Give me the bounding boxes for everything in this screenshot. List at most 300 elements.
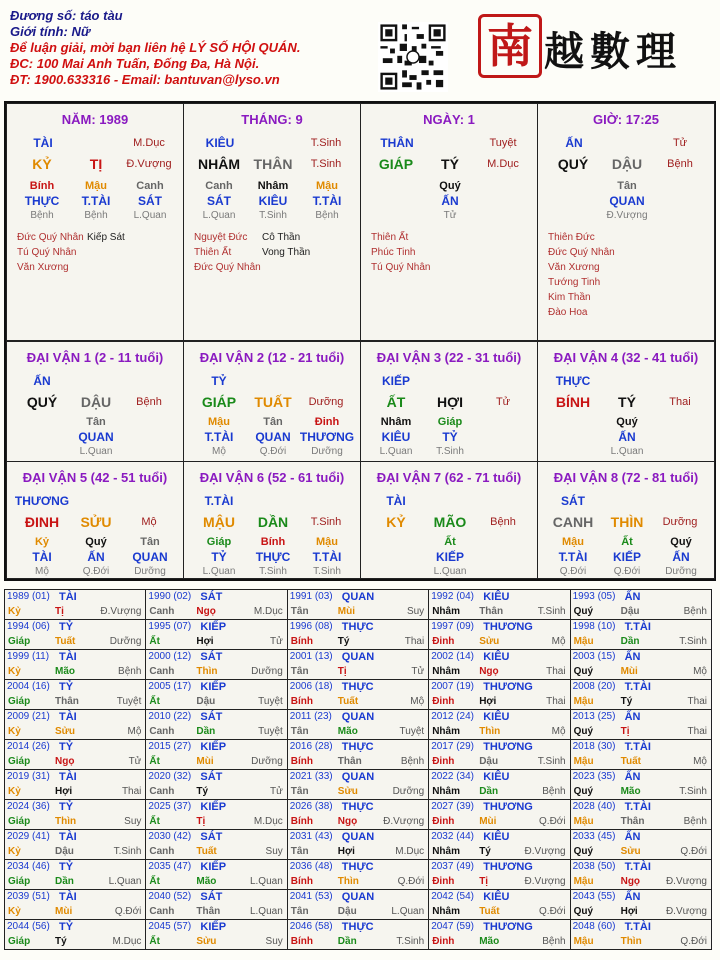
dai-van-title: ĐẠI VẬN 2 (12 - 21 tuổi) [199,350,345,365]
year-branch: Thân [620,816,645,827]
year-state: Suy [265,846,283,857]
year-god: TÀI [59,891,77,903]
year-branch: Mão [196,876,217,887]
year-god: ẤN [624,711,641,723]
year-label: 1998 (10) [572,621,616,632]
hidden-stem: Tân [617,180,637,192]
year-branch: Tý [479,846,491,857]
shen-sha-star: Đào Hoa [548,307,588,318]
year-state: Thai [546,666,566,677]
dai-van-can: KỶ [386,514,406,530]
year-label: 2027 (39) [431,801,474,812]
year-label: 2026 (38) [289,801,333,812]
year-god: KIẾP [200,801,227,813]
hidden-state: Q.Đới [82,566,110,577]
year-label: 2005 (17) [148,681,192,692]
dai-van-cell [183,341,361,462]
year-label: 2011 (23) [289,711,332,722]
hidden-stem: Đinh [314,416,340,428]
dai-van-chi: TUẤT [254,394,292,410]
year-cell [287,709,429,740]
year-state: T.Sinh [679,636,707,647]
year-cell [570,889,712,920]
year-stem: Đinh [432,876,455,887]
year-state: M.Dục [112,936,142,947]
year-god: KIÊU [483,891,510,903]
hidden-stem: Tân [86,416,106,428]
year-branch: Tý [620,696,633,707]
year-god: THỰC [341,801,374,813]
year-label: 2030 (42) [148,831,192,842]
year-branch: Mùi [620,666,638,677]
year-state: T.Sinh [113,846,142,857]
hidden-god: KIẾP [435,550,464,564]
year-god: THƯƠNG [483,681,533,693]
year-branch: Dần [620,636,640,647]
year-stem: Nhâm [432,666,460,677]
year-state: Thai [404,636,425,647]
year-state: Thai [687,726,707,737]
year-stem: Bính [290,756,314,767]
dai-van-god: TÀI [386,494,406,508]
hidden-god: SÁT [207,194,231,208]
year-state: Đ.Vượng [383,816,425,827]
year-label: 2018 (30) [572,741,616,752]
year-state: Q.Đới [680,936,707,947]
hidden-stem: Quý [85,536,107,548]
hidden-god: THỰC [255,550,291,564]
year-label: 2019 (31) [7,771,50,782]
year-stem: Kỷ [8,606,21,617]
year-state: Q.Đới [680,846,707,857]
year-god: KIẾP [200,861,227,873]
year-state: T.Sinh [537,606,566,617]
year-branch: Thân [196,906,221,917]
year-branch: Sửu [337,786,358,797]
year-branch: Mão [620,786,641,797]
year-stem: Ất [149,636,160,647]
pillar-god-state: M.Dục [133,137,165,149]
year-cell [570,649,712,680]
year-branch: Tuất [55,636,76,647]
year-state: Suy [124,816,142,827]
year-stem: Nhâm [432,606,460,617]
hidden-state: T.Sinh [436,446,464,457]
year-label: 2042 (54) [431,891,474,902]
year-state: T.Sinh [679,786,707,797]
pillars-panel [4,101,716,581]
year-state: Mộ [410,696,425,707]
pillar-title: THÁNG: 9 [241,112,303,127]
year-label: 2037 (49) [431,861,474,872]
year-stem: Mậu [573,696,594,707]
year-god: SÁT [200,891,223,903]
year-god: KIẾP [200,741,227,753]
year-branch: Thìn [479,726,501,737]
year-label: 2033 (45) [572,831,616,842]
year-label: 1991 (03) [289,591,333,602]
year-god: T.TÀI [624,681,651,693]
hidden-god: KIÊU [381,430,411,444]
year-branch: Tuất [620,756,641,767]
dai-van-god: SÁT [561,494,585,508]
hidden-state: L.Quan [79,446,113,457]
hidden-god: THƯƠNG [299,430,355,444]
year-label: 2032 (44) [431,831,474,842]
dai-van-god: ẤN [33,374,51,388]
hidden-state: Mộ [212,446,226,457]
year-label: 1994 (06) [7,621,50,632]
duong-so: Đương số: táo tàu [10,8,123,23]
year-label: 1992 (04) [431,591,474,602]
year-state: Thai [687,696,707,707]
year-state: Thai [546,696,566,707]
year-cell [428,859,570,890]
dai-van-can: ẤT [386,394,406,410]
year-stem: Giáp [8,696,31,707]
year-state: Mộ [693,666,707,677]
logo [478,10,714,80]
dai-van-cell [360,461,538,579]
hidden-state: Dưỡng [311,446,343,457]
hidden-state: L.Quan [133,210,167,221]
year-god: TÀI [59,651,77,663]
dai-van-cell [537,341,715,462]
logo-seal: 南 [478,14,542,78]
year-god: TÀI [59,831,77,843]
year-cell [287,889,429,920]
year-god: KIÊU [483,711,510,723]
hidden-god: THỰC [24,194,60,208]
year-god: SÁT [200,771,223,783]
year-god: THỰC [341,621,374,633]
year-label: 2047 (59) [431,921,474,932]
year-state: Q.Đới [114,906,142,917]
year-stem: Tân [290,606,309,617]
year-branch: Mão [55,666,75,677]
year-label: 2003 (15) [572,651,616,662]
pillar-chi-state: M.Dục [487,158,519,170]
year-state: Q.Đới [539,816,566,827]
dai-van-title: ĐẠI VẬN 8 (72 - 81 tuổi) [553,470,699,485]
year-label: 1989 (01) [7,591,50,602]
year-label: 2043 (55) [572,891,616,902]
shen-sha-star: Cô Thần [262,232,301,243]
hidden-god: QUAN [609,194,645,208]
hidden-stem: Mậu [562,536,584,548]
address-line: ĐC: 100 Mai Anh Tuấn, Đống Đa, Hà Nội. [10,56,260,71]
hidden-stem: Nhâm [257,180,289,192]
year-branch: Tuất [337,696,359,707]
shen-sha-star: Tú Quý Nhân [371,262,431,273]
year-state: T.Sinh [396,936,425,947]
hidden-stem: Nhâm [380,416,412,428]
year-branch: Mùi [479,816,497,827]
dai-van-chi: DẦN [257,514,289,530]
year-stem: Đinh [432,936,455,947]
year-branch: Thân [55,696,79,707]
year-god: QUAN [341,771,375,783]
year-stem: Quý [573,726,594,737]
year-state: Tử [269,636,283,647]
year-god: TỶ [59,921,74,933]
year-branch: Hợi [479,696,497,707]
year-stem: Mậu [573,936,594,947]
year-cell [4,589,146,620]
year-label: 2015 (27) [148,741,192,752]
year-label: 2002 (14) [431,651,474,662]
pillar-cell [537,103,715,341]
year-stem: Tân [290,786,309,797]
year-god: T.TÀI [624,921,651,933]
dai-van-chi: HỢI [437,394,463,410]
year-branch: Tuất [479,906,500,917]
year-label: 2040 (52) [148,891,192,902]
hidden-stem: Kỷ [34,536,50,548]
year-branch: Sửu [620,846,641,857]
year-stem: Kỷ [8,666,21,677]
year-branch: Tị [620,726,630,737]
hidden-god: ẤN [441,194,459,208]
year-cell [287,859,429,890]
year-cell [287,739,429,770]
year-cell [145,859,287,890]
year-branch: Tý [55,936,67,947]
year-state: Bệnh [400,756,425,767]
hidden-god: QUAN [255,430,291,444]
hidden-state: T.Sinh [259,566,287,577]
hidden-stem: Canh [205,180,233,192]
year-cell [145,679,287,710]
shen-sha-star: Tướng Tinh [548,277,601,288]
hidden-state: Dưỡng [665,566,697,577]
year-stem: Tân [290,726,309,737]
year-state: M.Dục [395,846,425,857]
year-branch: Ngọ [620,876,641,887]
year-god: THỰC [341,681,374,693]
pillar-god: THÂN [380,136,414,150]
dai-van-title: ĐẠI VẬN 5 (42 - 51 tuổi) [22,470,168,485]
year-label: 2017 (29) [431,741,474,752]
year-branch: Hợi [55,786,73,797]
year-cell [428,919,570,950]
year-label: 2009 (21) [7,711,50,722]
hidden-state: L.Quan [202,566,236,577]
year-god: KIÊU [483,651,510,663]
hidden-stem: Ất [444,536,456,548]
year-branch: Dần [337,936,357,947]
pillar-chi-state: Bệnh [667,158,693,170]
dai-van-can: CANH [552,514,594,530]
year-cell [287,589,429,620]
hidden-state: Tử [443,210,457,221]
hidden-state: Bệnh [315,210,339,221]
year-cell [287,799,429,830]
hidden-state: L.Quan [433,566,467,577]
year-cell [570,619,712,650]
year-label: 2000 (12) [148,651,192,662]
year-stem: Canh [149,726,175,737]
hidden-stem: Bính [260,536,286,548]
hidden-stem: Quý [670,536,692,548]
year-god: T.TÀI [624,861,651,873]
year-cell [570,799,712,830]
year-cell [145,589,287,620]
year-god: ẤN [624,831,641,843]
year-label: 2006 (18) [289,681,333,692]
contact-line: Để luận giải, mời bạn liên hệ LÝ SỐ HỘI QUÁN. [10,40,301,55]
pillar-can: NHÂM [198,156,240,172]
year-cell [428,619,570,650]
dai-van-title: ĐẠI VẬN 3 (22 - 31 tuổi) [376,350,522,365]
hidden-state: T.Sinh [313,566,341,577]
year-branch: Ngọ [337,816,358,827]
year-branch: Ngọ [55,756,75,767]
year-stem: Ất [149,936,160,947]
gioi-tinh: Giới tính: Nữ [10,24,91,39]
year-god: ẤN [624,651,641,663]
year-label: 2028 (40) [572,801,616,812]
year-branch: Mùi [337,606,356,617]
dai-van-cell [6,341,184,462]
year-state: Thai [121,786,142,797]
dai-van-chi: MÃO [433,514,467,530]
year-branch: Tuất [196,846,217,857]
year-stem: Nhâm [432,906,460,917]
year-branch: Dậu [337,906,357,917]
year-stem: Ất [149,876,160,887]
dai-van-state: Bệnh [490,516,516,528]
year-branch: Dần [479,786,499,797]
year-god: KIÊU [483,591,510,603]
pillar-god: KIÊU [205,136,235,150]
year-state: Dưỡng [109,636,142,647]
year-stem: Kỷ [8,726,21,737]
year-label: 2034 (46) [7,861,50,872]
year-god: TỶ [59,741,74,753]
year-god: T.TÀI [624,741,651,753]
hidden-stem: Mậu [316,536,338,548]
year-state: L.Quan [108,876,142,887]
hidden-stem: Mậu [316,180,338,192]
year-state: Dưỡng [251,756,283,767]
year-label: 2004 (16) [7,681,50,692]
shen-sha-star: Kim Thần [548,292,591,303]
year-god: KIẾP [200,621,227,633]
dai-van-chi: THÌN [610,514,644,530]
year-stem: Tân [290,906,309,917]
year-stem: Ất [149,756,160,767]
year-god: QUAN [341,591,375,603]
hidden-stem: Tân [263,416,283,428]
year-cell [287,619,429,650]
hidden-god: TỶ [442,430,458,444]
year-stem: Đinh [432,696,455,707]
shen-sha-star: Văn Xương [17,262,69,273]
year-branch: Ngọ [196,606,216,617]
year-stem: Ất [149,696,160,707]
year-cell [4,739,146,770]
year-label: 2048 (60) [572,921,616,932]
year-stem: Giáp [8,876,31,887]
hidden-god: KIÊU [258,194,288,208]
year-state: Bệnh [683,606,707,617]
year-label: 2023 (35) [572,771,616,782]
dai-van-can: BÍNH [555,394,591,410]
year-label: 2029 (41) [7,831,50,842]
year-branch: Thìn [196,666,218,677]
year-cell [428,709,570,740]
year-cell [145,769,287,800]
pillar-can: QUÝ [557,156,589,172]
year-label: 2010 (22) [148,711,192,722]
year-label: 1999 (11) [7,651,50,662]
year-stem: Nhâm [432,726,460,737]
year-label: 2039 (51) [7,891,50,902]
year-god: THỰC [341,861,374,873]
year-label: 2021 (33) [289,771,333,782]
year-stem: Nhâm [432,786,460,797]
dai-van-god: THƯƠNG [14,494,70,508]
pillar-god: TÀI [33,136,53,150]
shen-sha-star: Thiên Đức [548,232,595,243]
year-label: 1996 (08) [289,621,333,632]
year-cell [287,829,429,860]
year-cell [4,859,146,890]
pillar-god-state: Tử [672,137,688,149]
year-label: 2025 (37) [148,801,192,812]
hidden-god: T.TÀI [312,194,342,208]
year-branch: Mùi [55,906,73,917]
hidden-god: T.TÀI [81,194,111,208]
hidden-state: L.Quan [202,210,236,221]
hidden-god: ẤN [618,430,636,444]
year-stem: Quý [573,846,594,857]
year-stem: Kỷ [8,906,21,917]
year-cell [428,889,570,920]
year-label: 2022 (34) [431,771,474,782]
dai-van-title: ĐẠI VẬN 7 (62 - 71 tuổi) [376,470,522,485]
hidden-god: QUAN [78,430,114,444]
year-branch: Tị [55,606,64,617]
hidden-stem: Quý [616,416,638,428]
year-branch: Ngọ [479,666,499,677]
year-state: Dưỡng [392,786,425,797]
hidden-state: T.Sinh [259,210,287,221]
year-stem: Canh [149,606,175,617]
year-branch: Sửu [479,636,500,647]
year-stem: Mậu [573,636,594,647]
year-stem: Nhâm [432,846,460,857]
hidden-stem: Tân [140,536,160,548]
year-label: 2013 (25) [572,711,616,722]
year-branch: Hợi [337,846,355,857]
year-state: Đ.Vượng [665,906,707,917]
year-god: THƯƠNG [483,801,533,813]
year-god: TỶ [59,621,74,633]
year-cell [145,919,287,950]
dai-van-chi: DẬU [80,394,112,410]
hidden-state: Mộ [35,566,49,577]
dai-van-god: TỶ [211,374,227,388]
year-cell [4,649,146,680]
year-branch: Tý [337,636,350,647]
year-branch: Mão [337,726,358,737]
year-god: THỰC [341,741,374,753]
year-branch: Hợi [196,636,214,647]
dai-van-state: Dưỡng [308,396,344,408]
year-stem: Mậu [573,876,594,887]
